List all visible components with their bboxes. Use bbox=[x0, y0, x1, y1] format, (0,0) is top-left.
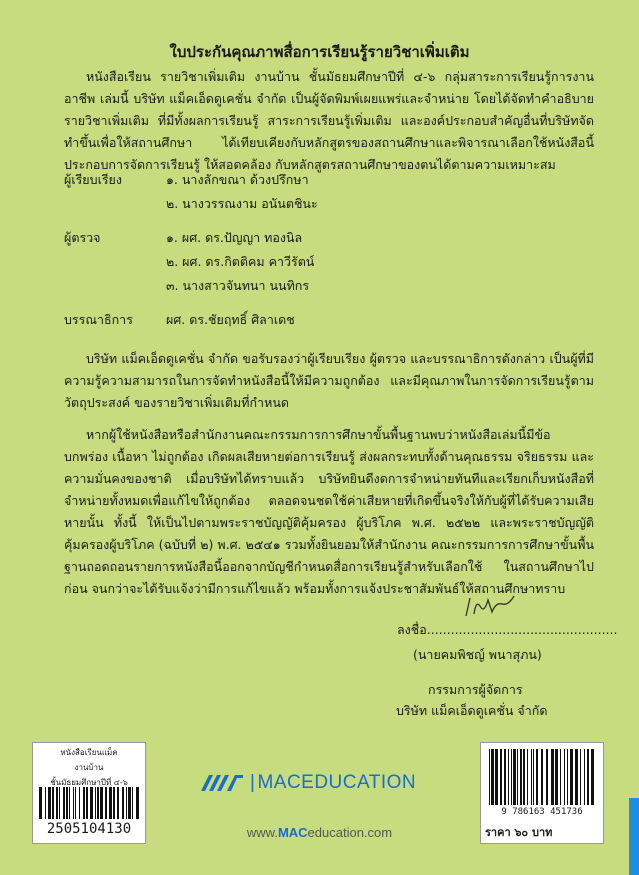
mac-logo-icon bbox=[200, 774, 244, 792]
barcode-bar bbox=[73, 787, 74, 819]
barcode-bar bbox=[63, 787, 65, 819]
barcode-bar bbox=[56, 787, 58, 819]
book-series: หนังสือเรียนแม็ค bbox=[60, 748, 118, 757]
barcode-bar bbox=[128, 787, 131, 819]
barcode-bar bbox=[555, 749, 558, 805]
guarantee-text: บริษัท แม็คเอ็ดดูเคชั่น จำกัด ขอรับรองว่าผู้เรียบเรียง ผู้ตรวจ และบรรณาธิการดังกล่าว เป็นผู้ที่มี ความรู้ความสามารถในการจัดทำหนังสือนี้ให้มีความถูกต้อง และมีคุณภาพในการจัดการเรียนรู้ตามวัตถุประสงค์ ของรายวิชาเพิ่มเติมที่กำหนด bbox=[64, 351, 594, 410]
barcode-bar bbox=[511, 749, 512, 805]
barcode-bar bbox=[533, 749, 534, 805]
price-label: ราคา ๖๐ บาท bbox=[485, 826, 553, 839]
barcode-bar bbox=[95, 787, 96, 819]
editor-label: บรรณาธิการ bbox=[64, 312, 133, 327]
barcode-bar bbox=[90, 787, 93, 819]
sign-line bbox=[397, 620, 618, 640]
website-url bbox=[0, 825, 639, 840]
reviewer-3: ๓. นางสาวจันทนา นนทิกร bbox=[166, 278, 310, 293]
barcode-bar bbox=[136, 787, 139, 819]
isbn-number: 9 786163 451736 bbox=[501, 807, 583, 817]
barcode-bar bbox=[79, 787, 80, 819]
barcode-bar bbox=[546, 749, 548, 805]
barcode-bar bbox=[52, 787, 54, 819]
intro-paragraph bbox=[64, 66, 594, 176]
sign-label: ลงชื่อ bbox=[397, 622, 427, 637]
reviewer-1: ๑. ผศ. ดร.ปัญญา ทองนิล bbox=[166, 230, 303, 245]
barcode-bar bbox=[117, 787, 119, 819]
barcode-bar bbox=[591, 749, 594, 805]
barcode-left-number: 2505104130 bbox=[46, 821, 132, 837]
website-brand: MAC bbox=[277, 825, 308, 840]
sign-dots: ................................................ bbox=[426, 622, 618, 637]
barcode-bar bbox=[75, 787, 76, 819]
barcode-bar bbox=[105, 787, 107, 819]
guarantee-paragraph bbox=[64, 348, 594, 414]
barcode-bar bbox=[531, 749, 532, 805]
website-suffix: education.com bbox=[307, 825, 393, 840]
signer-company: บริษัท แม็คเอ็ดดูเคชั่น จำกัด bbox=[396, 703, 548, 718]
barcode-bar bbox=[580, 749, 581, 805]
barcode-bar bbox=[97, 787, 99, 819]
barcode-bar bbox=[504, 749, 506, 805]
barcode-bar bbox=[109, 787, 112, 819]
maceducation-logo bbox=[200, 772, 416, 794]
barcode-bar bbox=[48, 787, 51, 819]
reviewer-2: ๒. ผศ. ดร.กิตติคม คาวีรัตน์ bbox=[166, 254, 315, 269]
barcode-bar bbox=[570, 749, 573, 805]
barcode-bar bbox=[520, 749, 522, 805]
barcode-bar bbox=[567, 749, 568, 805]
barcode-bar bbox=[39, 787, 42, 819]
book-subject: งานบ้าน bbox=[74, 763, 104, 772]
author-1: ๑. นางลักขณา ด้วงปรึกษา bbox=[166, 172, 309, 187]
signature-scrawl bbox=[462, 592, 522, 622]
barcode-bar bbox=[500, 749, 502, 805]
barcode-bar bbox=[564, 749, 565, 805]
barcode-bar bbox=[122, 787, 124, 819]
logo-wordmark: | MACEDUCATION bbox=[250, 772, 417, 793]
barcode-bar bbox=[587, 749, 589, 805]
barcode-bar bbox=[83, 787, 85, 819]
barcode-bar bbox=[575, 749, 578, 805]
barcode-bar bbox=[584, 749, 585, 805]
barcode-left bbox=[39, 787, 139, 819]
signer-position: กรรมการผู้จัดการ bbox=[428, 682, 523, 697]
editor-name: ผศ. ดร.ชัยฤทธิ์ ศิลาเดช bbox=[166, 312, 295, 327]
barcode-bar bbox=[132, 787, 133, 819]
barcode-bar bbox=[551, 749, 554, 805]
barcode-bar bbox=[517, 749, 518, 805]
signer-name: (นายคมพิชญ์ พนาสุภน) bbox=[413, 647, 542, 662]
intro-text: หนังสือเรียน รายวิชาเพิ่มเติม งานบ้าน ชั้นมัธยมศึกษาปีที่ ๔-๖ กลุ่มสาระการเรียนรู้การงานอาชีพ เล่มนี้ บริษัท แม็คเอ็ดดูเคชั่น จำกัด เป็นผู้จัดพิมพ์เผยแพร่และจำหน่าย โดยได้จัดทำคำอธิบายรายวิชาเพิ่มเติม ที่มีทั้งผลการเรียนรู้ สาระการเรียนรู้เพิ่มเติม และองค์ประกอบสำคัญอื่นที่บริษัทจัดทำขึ้นเพื่อให้สถานศึกษา ได้เทียบเคียงกับหลักสูตรของสถานศึกษาและพิจารณาเลือกใช้หนังสือนี้ประกอบการจัดการเรียนรู้ ให้สอดคล้อง กับหลักสูตรสถานศึกษาของตนได้ตามความเหมาะสม bbox=[64, 69, 594, 172]
website-prefix: www. bbox=[246, 825, 278, 840]
barcode-bar bbox=[508, 749, 509, 805]
authors-label: ผู้เรียบเรียง bbox=[64, 172, 122, 187]
barcode-bar bbox=[527, 749, 528, 805]
isbn-barcode bbox=[489, 749, 595, 805]
barcode-bar bbox=[126, 787, 127, 819]
barcode-bar bbox=[69, 787, 70, 819]
author-2: ๒. นางวรรณงาม อนันตชินะ bbox=[166, 196, 318, 211]
barcode-bar bbox=[489, 749, 490, 805]
barcode-bar bbox=[513, 749, 516, 805]
barcode-bar bbox=[100, 787, 103, 819]
barcode-bar bbox=[66, 787, 68, 819]
barcode-bar bbox=[523, 749, 525, 805]
liability-text: หากผู้ใช้หนังสือหรือสำนักงานคณะกรรมการการศึกษาขั้นพื้นฐานพบว่าหนังสือเล่มนี้มีข้อบกพร่อง เนื้อหา ไม่ถูกต้อง เกิดผลเสียหายต่อการเรียนรู้ ส่งผลกระทบทั้งด้านคุณธรรม จริยธรรม และความมั่นคงของชาติ เมื่อบริษัทได้ทราบแล้ว บริษัทยินดีงดการจำหน่ายทันทีและเรียกเก็บหนังสือที่จำหน่ายทั้งหมดเพื่อแก้ไขให้ถูกต้อง ตลอดจนชดใช้ค่าเสียหายที่เกิดขึ้นจริงให้กับผู้ที่ได้รับความเสียหายนั้น ทั้งนี้ ให้เป็นไปตามพระราชบัญญัติคุ้มครอง ผู้บริโภค พ.ศ. ๒๕๒๒ และพระราชบัญญัติคุ้มครองผู้บริโภค (ฉบับที่ ๒) พ.ศ. ๒๕๔๑ รวมทั้งยินยอมให้สำนักงาน คณะกรรมการการศึกษาขั้นพื้นฐานถอดถอนรายการหนังสือนี้ออกจากบัญชีกำหนดสื่อการเรียนรู้สำหรับเลือกใช้ ในสถานศึกษาไปก่อน จนกว่าจะได้รับแจ้งว่ามีการแก้ไขแล้ว พร้อมทั้งการแจ้งประชาสัมพันธ์ให้สถานศึกษาทราบ bbox=[64, 427, 594, 596]
blue-edge-strip bbox=[629, 798, 639, 875]
barcode-bar bbox=[113, 787, 115, 819]
reviewers-label: ผู้ตรวจ bbox=[64, 230, 101, 245]
book-grade: ชั้นมัธยมศึกษาปีที่ ๔-๖ bbox=[50, 778, 128, 787]
barcode-bar bbox=[491, 749, 494, 805]
page-title: ใบประกันคุณภาพสื่อการเรียนรู้รายวิชาเพิ่มเติม bbox=[169, 43, 470, 61]
barcode-bar bbox=[45, 787, 46, 819]
barcode-bar bbox=[495, 749, 498, 805]
liability-paragraph bbox=[64, 424, 594, 600]
barcode-bar bbox=[536, 749, 538, 805]
barcode-bar bbox=[59, 787, 60, 819]
barcode-bar bbox=[86, 787, 88, 819]
barcode-bar bbox=[560, 749, 561, 805]
barcode-bar bbox=[541, 749, 543, 805]
